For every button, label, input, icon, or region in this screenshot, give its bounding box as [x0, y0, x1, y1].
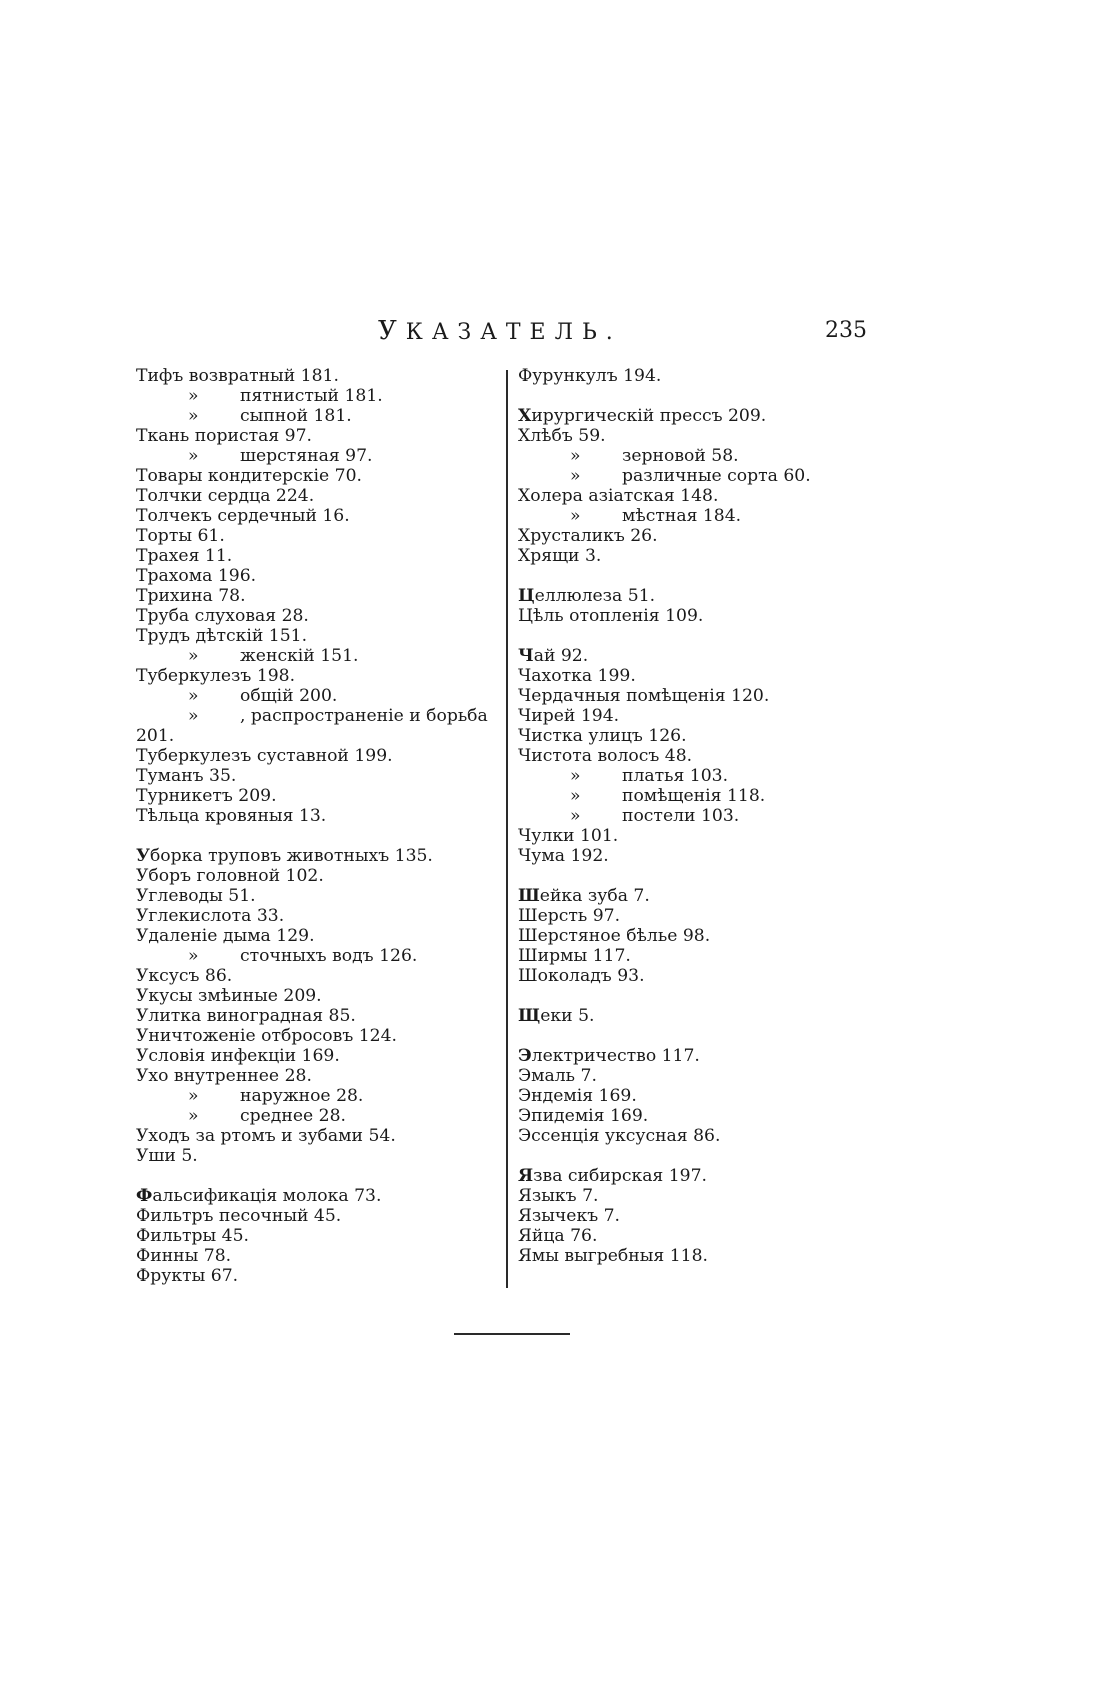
index-entry-text: сточныхъ водъ 126. [240, 946, 418, 966]
index-entry-text: Турникетъ 209. [136, 786, 277, 806]
running-title [378, 316, 622, 346]
index-entry [518, 1126, 878, 1146]
index-entry-text: сыпной 181. [240, 406, 352, 426]
index-entry-text: Трудъ дѣтскій 151. [136, 626, 308, 646]
index-entry [136, 1086, 506, 1106]
index-entry-text: Уничтоженіе отбросовъ 124. [136, 1026, 397, 1046]
index-entry-text: Хрящи 3. [518, 546, 602, 566]
index-entry [518, 1086, 878, 1106]
index-entry-text: Ямы выгребныя 118. [518, 1246, 708, 1266]
ditto-mark: » [570, 766, 581, 786]
index-entry-text: Торты 61. [136, 526, 225, 546]
index-entry [136, 1126, 506, 1146]
index-entry [136, 986, 506, 1006]
index-entry [518, 606, 878, 626]
index-entry [136, 406, 506, 426]
letter-section-gap [518, 626, 878, 646]
index-entry-text: Фильтры 45. [136, 1226, 249, 1246]
index-entry [518, 486, 878, 506]
index-entry [518, 786, 878, 806]
index-entry [136, 686, 506, 706]
index-entry [518, 1226, 878, 1246]
letter-section-gap [136, 826, 506, 846]
index-entry-text: мѣстная 184. [622, 506, 742, 526]
index-entry [136, 526, 506, 546]
index-entry [518, 946, 878, 966]
index-entry [136, 546, 506, 566]
index-entry [136, 946, 506, 966]
index-entry [518, 1166, 878, 1186]
index-entry-text: Язычекъ 7. [518, 1206, 621, 1226]
index-entry-text: Трахома 196. [136, 566, 257, 586]
index-entry [136, 886, 506, 906]
index-entry [136, 1026, 506, 1046]
letter-section-gap [518, 986, 878, 1006]
index-entry-text: Эссенція уксусная 86. [518, 1126, 721, 1146]
index-entry-text: Трахея 11. [136, 546, 233, 566]
index-entry-text: различные сорта 60. [622, 466, 811, 486]
index-entry [518, 666, 878, 686]
index-entry-text: Труба слуховая 28. [136, 606, 309, 626]
letter-section-gap [518, 566, 878, 586]
index-entry-text: альсификація молока 73. [152, 1186, 382, 1206]
index-entry [136, 426, 506, 446]
index-entry [518, 446, 878, 466]
section-initial-letter: Ч [518, 646, 534, 666]
index-entry [136, 806, 506, 826]
index-entry [136, 1246, 506, 1266]
ditto-mark: » [188, 386, 199, 406]
index-entry-text: Товары кондитерскіе 70. [136, 466, 362, 486]
ditto-mark: » [188, 686, 199, 706]
index-entry-text: еки 5. [540, 1006, 595, 1026]
index-entry-text: шерстяная 97. [240, 446, 373, 466]
index-entry [518, 766, 878, 786]
index-entry-text: наружное 28. [240, 1086, 364, 1106]
index-entry-text: Уборъ головной 102. [136, 866, 324, 886]
index-entry [136, 846, 506, 866]
index-entry-text: Уходъ за ртомъ и зубами 54. [136, 1126, 396, 1146]
index-entry [136, 1146, 506, 1166]
index-entry [518, 966, 878, 986]
index-entry-text: Чулки 101. [518, 826, 619, 846]
index-entry [136, 446, 506, 466]
index-entry-text: Шерсть 97. [518, 906, 621, 926]
end-rule [454, 1333, 570, 1335]
index-entry-text: Чердачныя помѣщенія 120. [518, 686, 770, 706]
index-entry [518, 826, 878, 846]
index-entry [136, 646, 506, 666]
ditto-mark: » [188, 406, 199, 426]
ditto-mark: » [570, 466, 581, 486]
index-entry-text: женскій 151. [240, 646, 359, 666]
index-entry-text: Эндемія 169. [518, 1086, 637, 1106]
index-entry-text: Фурункулъ 194. [518, 366, 662, 386]
ditto-mark: » [188, 446, 199, 466]
index-entry-text: платья 103. [622, 766, 729, 786]
index-entry-text: Уксусъ 86. [136, 966, 233, 986]
index-entry-text: Туберкулезъ суставной 199. [136, 746, 393, 766]
index-entry [136, 666, 506, 686]
index-entry-text: помѣщенія 118. [622, 786, 766, 806]
index-entry [518, 746, 878, 766]
index-entry-text: Шоколадъ 93. [518, 966, 645, 986]
index-entry-text: еллюлеза 51. [534, 586, 656, 606]
index-entry-text: ейка зуба 7. [539, 886, 650, 906]
index-entry [136, 966, 506, 986]
index-entry [136, 1206, 506, 1226]
index-entry [136, 1066, 506, 1086]
section-initial-letter: У [136, 846, 150, 866]
index-entry [136, 606, 506, 626]
index-entry-text: ирургическій прессъ 209. [531, 406, 767, 426]
index-entry-text: Углекислота 33. [136, 906, 285, 926]
index-entry [518, 706, 878, 726]
index-entry [518, 1206, 878, 1226]
index-entry-text: Укусы змѣиные 209. [136, 986, 322, 1006]
running-title-rest: КАЗАТЕЛЬ. [405, 320, 622, 345]
index-entry [136, 486, 506, 506]
page-number: 235 [825, 318, 867, 343]
index-entry [136, 586, 506, 606]
index-entry [136, 866, 506, 886]
index-entry [518, 1046, 878, 1066]
index-entry-text: Ухо внутреннее 28. [136, 1066, 312, 1086]
index-entry-text: Толчки сердца 224. [136, 486, 315, 506]
index-entry [518, 406, 878, 426]
letter-section-gap [518, 866, 878, 886]
ditto-mark: » [188, 706, 199, 726]
index-entry-text: Чистота волосъ 48. [518, 746, 693, 766]
index-entry-text: Чахотка 199. [518, 666, 636, 686]
ditto-mark: » [188, 1086, 199, 1106]
index-entry [136, 1046, 506, 1066]
index-entry [136, 746, 506, 766]
index-entry [518, 466, 878, 486]
index-entry-text: общій 200. [240, 686, 338, 706]
index-entry [136, 566, 506, 586]
index-entry-text: Тѣльца кровяныя 13. [136, 806, 327, 826]
index-entry [136, 626, 506, 646]
index-entry-text: среднее 28. [240, 1106, 346, 1126]
index-entry [518, 686, 878, 706]
index-entry [518, 726, 878, 746]
index-entry-text: пятнистый 181. [240, 386, 383, 406]
index-entry [136, 1266, 506, 1286]
index-column-left [136, 366, 506, 1286]
index-entry [136, 1186, 506, 1206]
index-entry [136, 926, 506, 946]
index-entry-text: зерновой 58. [622, 446, 739, 466]
index-entry [518, 546, 878, 566]
letter-section-gap [518, 386, 878, 406]
index-entry-text: Финны 78. [136, 1246, 232, 1266]
index-entry [136, 466, 506, 486]
index-entry-text: , распространеніе и борьба [240, 706, 488, 726]
index-entry [136, 1226, 506, 1246]
index-entry-text: Трихина 78. [136, 586, 246, 606]
section-initial-letter: Э [518, 1046, 532, 1066]
index-entry [518, 1066, 878, 1086]
index-entry [136, 726, 506, 746]
index-entry-text: зва сибирская 197. [533, 1166, 708, 1186]
index-entry-text: Чистка улицъ 126. [518, 726, 687, 746]
index-entry-text: Уши 5. [136, 1146, 198, 1166]
index-entry [518, 906, 878, 926]
ditto-mark: » [570, 446, 581, 466]
index-entry-text: Языкъ 7. [518, 1186, 599, 1206]
index-entry [136, 706, 506, 726]
index-entry [136, 1006, 506, 1026]
index-entry [518, 1186, 878, 1206]
index-entry-text: Ткань пористая 97. [136, 426, 313, 446]
ditto-mark: » [188, 946, 199, 966]
index-entry [518, 806, 878, 826]
letter-section-gap [136, 1166, 506, 1186]
index-entry-text: Туберкулезъ 198. [136, 666, 296, 686]
index-entry [518, 1006, 878, 1026]
index-entry-text: Холера азіатская 148. [518, 486, 719, 506]
index-entry [518, 586, 878, 606]
index-entry-text: Яйца 76. [518, 1226, 598, 1246]
index-entry-text: Эпидемія 169. [518, 1106, 649, 1126]
ditto-mark: » [188, 646, 199, 666]
index-entry [518, 886, 878, 906]
index-entry [136, 906, 506, 926]
index-entry-text: Фильтръ песочный 45. [136, 1206, 342, 1226]
index-entry-text: Толчекъ сердечный 16. [136, 506, 350, 526]
index-entry [518, 1106, 878, 1126]
index-entry [136, 366, 506, 386]
index-entry-text: Хрусталикъ 26. [518, 526, 658, 546]
index-entry-text: Чирей 194. [518, 706, 620, 726]
letter-section-gap [518, 1026, 878, 1046]
index-column-right [518, 366, 878, 1266]
section-initial-letter: Щ [518, 1006, 541, 1026]
index-entry [518, 426, 878, 446]
index-entry [518, 366, 878, 386]
index-entry [518, 646, 878, 666]
index-entry [518, 526, 878, 546]
index-entry-text: Условія инфекціи 169. [136, 1046, 340, 1066]
index-entry-text: 201. [136, 726, 175, 746]
index-entry [136, 786, 506, 806]
index-entry-text: Туманъ 35. [136, 766, 237, 786]
index-entry-text: Цѣль отопленія 109. [518, 606, 704, 626]
index-entry [136, 506, 506, 526]
index-entry-text: ай 92. [533, 646, 589, 666]
index-entry-text: Удаленіе дыма 129. [136, 926, 315, 946]
index-entry-text: лектричество 117. [531, 1046, 700, 1066]
section-initial-letter: Ц [518, 586, 535, 606]
index-entry-text: Тифъ возвратный 181. [136, 366, 339, 386]
index-entry-text: Углеводы 51. [136, 886, 256, 906]
ditto-mark: » [570, 506, 581, 526]
index-entry [518, 1246, 878, 1266]
running-title-initial: У [378, 316, 406, 346]
index-entry-text: постели 103. [622, 806, 740, 826]
column-divider [506, 370, 508, 1288]
index-entry [136, 1106, 506, 1126]
index-entry-text: Эмаль 7. [518, 1066, 597, 1086]
section-initial-letter: Я [518, 1166, 534, 1186]
index-entry [518, 926, 878, 946]
ditto-mark: » [570, 806, 581, 826]
index-entry-text: борка труповъ животныхъ 135. [149, 846, 433, 866]
ditto-mark: » [570, 786, 581, 806]
index-entry [136, 766, 506, 786]
index-entry [518, 506, 878, 526]
index-entry-text: Чума 192. [518, 846, 609, 866]
section-initial-letter: Ш [518, 886, 540, 906]
index-entry [518, 846, 878, 866]
letter-section-gap [518, 1146, 878, 1166]
index-entry-text: Хлѣбъ 59. [518, 426, 606, 446]
ditto-mark: » [188, 1106, 199, 1126]
index-entry-text: Улитка виноградная 85. [136, 1006, 356, 1026]
index-entry [136, 386, 506, 406]
index-entry-text: Шерстяное бѣлье 98. [518, 926, 711, 946]
section-initial-letter: Ф [136, 1186, 153, 1206]
index-entry-text: Ширмы 117. [518, 946, 631, 966]
index-entry-text: Фрукты 67. [136, 1266, 239, 1286]
section-initial-letter: Х [518, 406, 532, 426]
